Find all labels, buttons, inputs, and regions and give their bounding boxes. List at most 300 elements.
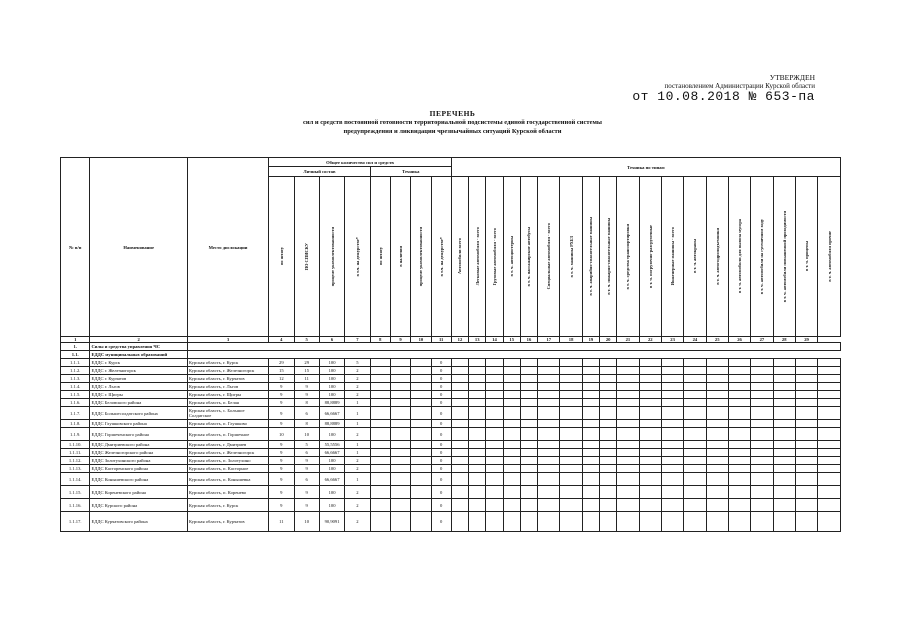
section-num: 1.1. [61,351,90,359]
empty-cell [818,399,841,407]
row-pct: 100 [319,499,344,512]
empty-cell [600,399,617,407]
empty-cell [684,465,706,473]
empty-cell [451,512,468,532]
header-personnel-col-label: в т.ч. на дежурстве* [354,236,360,277]
approval-block [632,74,815,103]
empty-cell [706,465,728,473]
row-location: Курская область, г. Льгов [187,383,268,391]
row-spisok: 29 [294,359,319,367]
row-num: 1.1.7. [61,407,90,420]
empty-cell [503,486,520,499]
empty-cell [706,457,728,465]
row-pct: 100 [319,486,344,499]
header-type-col [560,177,582,337]
row-shtat: 9 [269,465,294,473]
row-num: 1.1.13. [61,465,90,473]
row-num: 1.1.6. [61,399,90,407]
empty-cell [486,359,503,367]
empty-cell [706,428,728,441]
empty-cell [795,441,817,449]
empty-cell [582,399,599,407]
empty-cell [560,465,582,473]
row-spisok: 10 [294,428,319,441]
empty-cell [520,359,537,367]
empty-cell [520,420,537,428]
empty-cell [661,441,683,449]
empty-cell [617,499,639,512]
empty-cell [728,441,750,449]
empty-cell [728,499,750,512]
empty-cell [617,367,639,375]
section-num: 1. [61,343,90,351]
empty-cell [486,465,503,473]
row-location: Курская область, п. Касторное [187,465,268,473]
empty-cell [751,375,773,383]
row-tech-duty: 0 [431,359,451,367]
header-tech-col-label: в наличии [398,246,404,267]
empty-cell [582,473,599,486]
row-name: ЕДДС Золотухинского района [90,457,187,465]
empty-cell [617,512,639,532]
column-number: 4 [269,337,294,343]
empty-cell [411,367,431,375]
column-number: 19 [582,337,599,343]
row-spisok: 9 [294,465,319,473]
table-row [61,375,841,383]
empty-cell [639,407,661,420]
empty-cell [773,428,795,441]
empty-cell [795,407,817,420]
row-name: ЕДДС г. Курск [90,359,187,367]
empty-cell [661,428,683,441]
empty-cell [370,399,390,407]
empty-cell [469,465,486,473]
forces-table [60,157,841,532]
header-type-col-label: в т. ч. автомобили для вывоза мусора [737,219,743,294]
row-duty: 1 [345,449,370,457]
row-num: 1.1.8. [61,420,90,428]
empty-cell [639,512,661,532]
column-number: 20 [600,337,617,343]
empty-cell [600,359,617,367]
empty-cell [795,359,817,367]
empty-cell [639,428,661,441]
empty-cell [773,383,795,391]
empty-cell [469,359,486,367]
empty-cell [684,359,706,367]
header-tech-by-type: Техника по типам [451,158,840,177]
empty-cell [582,375,599,383]
empty-cell [818,359,841,367]
empty-cell [751,383,773,391]
empty-cell [486,457,503,465]
header-type-col [469,177,486,337]
row-duty: 2 [345,486,370,499]
empty-cell [538,512,560,532]
row-num: 1.1.16. [61,499,90,512]
empty-cell [390,375,410,383]
empty-cell [751,399,773,407]
table-row [61,428,841,441]
column-number: 26 [728,337,750,343]
empty-cell [370,499,390,512]
row-pct: 66,6667 [319,473,344,486]
empty-cell [503,428,520,441]
empty-cell [617,449,639,457]
empty-cell [617,457,639,465]
table-row [61,391,841,399]
empty-cell [639,367,661,375]
row-shtat: 9 [269,499,294,512]
empty-cell [503,441,520,449]
row-shtat: 9 [269,441,294,449]
empty-cell [661,375,683,383]
row-location: Курская область, г. Железногорск [187,449,268,457]
empty-cell [503,473,520,486]
header-type-col [617,177,639,337]
header-tech-col-label: процент укомплектованности [418,226,424,287]
empty-cell [411,428,431,441]
empty-cell [538,359,560,367]
empty-cell [751,457,773,465]
empty-cell [451,399,468,407]
empty-cell [451,486,468,499]
empty-cell [773,420,795,428]
empty-cell [503,359,520,367]
header-type-col-label: в т. ч. прицепы [804,241,810,272]
row-tech-duty: 0 [431,420,451,428]
header-personnel-col [319,177,344,337]
row-shtat: 9 [269,407,294,420]
table-row [61,512,841,532]
row-shtat: 9 [269,486,294,499]
empty-cell [617,383,639,391]
header-personnel-col-label: ПО СПИСКУ [304,242,310,271]
row-tech-duty: 0 [431,407,451,420]
empty-cell [751,407,773,420]
empty-cell [617,359,639,367]
empty-cell [411,473,431,486]
column-number: 7 [345,337,370,343]
empty-cell [520,383,537,391]
header-type-col-label: в т. ч. аварийно-спасательные машины [588,217,594,296]
row-location: Курская область, г. Курск [187,359,268,367]
row-location: Курская область, г. Курчатов [187,512,268,532]
header-type-col-label: в т. ч. пожарно-спасательные машины [605,218,611,295]
empty-cell [503,399,520,407]
column-number: 3 [187,337,268,343]
empty-cell [818,375,841,383]
empty-cell [751,465,773,473]
empty-cell [617,486,639,499]
row-pct: 66,6667 [319,449,344,457]
empty-cell [661,399,683,407]
empty-cell [795,399,817,407]
empty-cell [451,449,468,457]
empty-cell [469,420,486,428]
empty-cell [451,375,468,383]
empty-cell [560,499,582,512]
empty-cell [818,391,841,399]
row-spisok: 10 [294,512,319,532]
empty-cell [390,391,410,399]
empty-cell [639,359,661,367]
empty-cell [411,407,431,420]
header-personnel-col [294,177,319,337]
row-duty: 1 [345,407,370,420]
empty-cell [469,441,486,449]
empty-cell [469,407,486,420]
empty-cell [538,407,560,420]
row-spisok: 6 [294,473,319,486]
empty-cell [751,367,773,375]
empty-cell [411,465,431,473]
empty-cell [639,399,661,407]
header-tech-col [370,177,390,337]
row-spisok: 8 [294,399,319,407]
row-location: Курская область, г. Курчатов [187,375,268,383]
empty-cell [582,465,599,473]
empty-cell [390,399,410,407]
approval-line-1: УТВЕРЖДЕН [769,73,815,82]
row-name: ЕДДС Курчатовского района [90,512,187,532]
empty-cell [520,407,537,420]
empty-cell [706,367,728,375]
empty-cell [411,512,431,532]
empty-cell [469,391,486,399]
row-spisok: 15 [294,367,319,375]
empty-cell [582,367,599,375]
header-type-col-label: Автомобили всего [457,238,463,275]
empty-cell [582,457,599,465]
empty-cell [486,473,503,486]
empty-cell [639,465,661,473]
empty-cell [582,486,599,499]
empty-cell [818,457,841,465]
row-num: 1.1.17. [61,512,90,532]
row-tech-duty: 0 [431,499,451,512]
row-num: 1.1.15. [61,486,90,499]
empty-cell [706,486,728,499]
column-number: 9 [390,337,410,343]
empty-cell [617,441,639,449]
empty-cell [661,383,683,391]
row-location: Курская область, г. Курск [187,499,268,512]
header-personnel-col [345,177,370,337]
empty-cell [751,428,773,441]
empty-cell [390,449,410,457]
empty-cell [773,407,795,420]
empty-cell [818,473,841,486]
empty-cell [600,367,617,375]
row-spisok: 8 [294,420,319,428]
empty-cell [795,457,817,465]
table-row [61,499,841,512]
empty-cell [582,449,599,457]
row-name: ЕДДС Большесолдатского района [90,407,187,420]
empty-cell [706,383,728,391]
row-num: 1.1.9. [61,428,90,441]
empty-cell [795,465,817,473]
header-type-col [706,177,728,337]
row-tech-duty: 0 [431,428,451,441]
empty-cell [370,465,390,473]
empty-cell [486,367,503,375]
empty-cell [370,473,390,486]
empty-cell [795,449,817,457]
empty-cell [520,457,537,465]
empty-cell [661,486,683,499]
header-type-col [795,177,817,337]
empty-cell [728,465,750,473]
empty-cell [639,391,661,399]
empty-cell [818,465,841,473]
row-tech-duty: 0 [431,375,451,383]
row-duty: 2 [345,499,370,512]
empty-cell [706,359,728,367]
empty-cell [451,457,468,465]
header-tech-col [411,177,431,337]
empty-cell [451,428,468,441]
empty-cell [411,499,431,512]
empty-cell [560,449,582,457]
header-type-col [773,177,795,337]
empty-cell [751,449,773,457]
row-location: Курская область, п. Золотухино [187,457,268,465]
empty-cell [486,449,503,457]
header-type-col [520,177,537,337]
table-row [61,457,841,465]
empty-cell [751,512,773,532]
empty-cell [451,359,468,367]
empty-cell [560,359,582,367]
empty-cell [661,391,683,399]
header-total-group: Общее количество сил и средств [269,158,452,167]
title-line-2: сил и средств постоянной готовности территориальной подсистемы единой государственной системы [303,119,602,126]
section-name: Силы и средства управления ЧС [90,343,187,351]
empty-cell [661,499,683,512]
empty-cell [639,420,661,428]
empty-cell [639,499,661,512]
empty-cell [818,428,841,441]
header-location: Место дислокации [187,158,268,337]
row-duty: 1 [345,399,370,407]
empty-cell [706,375,728,383]
empty-cell [451,473,468,486]
section-row [61,351,841,359]
column-number: 6 [319,337,344,343]
header-name: Наименование [90,158,187,337]
empty-cell [520,391,537,399]
empty-cell [600,473,617,486]
empty-cell [661,420,683,428]
column-number: 29 [795,337,817,343]
row-location: Курская область, г. Щигры [187,391,268,399]
empty-cell [818,420,841,428]
empty-cell [706,441,728,449]
empty-cell [503,391,520,399]
empty-cell [469,449,486,457]
empty-cell [560,407,582,420]
empty-cell [469,499,486,512]
empty-cell [486,399,503,407]
empty-cell [370,375,390,383]
empty-cell [538,391,560,399]
empty-cell [503,375,520,383]
empty-cell [538,367,560,375]
row-name: ЕДДС Беловского района [90,399,187,407]
empty-cell [370,359,390,367]
row-location: Курская область, с. Большое Солдатское [187,407,268,420]
empty-cell [503,407,520,420]
empty-cell [751,420,773,428]
header-type-col-label: в т. ч. машины РХБЗ [568,235,574,278]
empty-cell [728,391,750,399]
empty-cell [520,486,537,499]
row-tech-duty: 0 [431,465,451,473]
row-tech-duty: 0 [431,367,451,375]
row-tech-duty: 0 [431,449,451,457]
row-duty: 2 [345,465,370,473]
empty-cell [451,391,468,399]
row-pct: 88,8889 [319,420,344,428]
empty-cell [617,375,639,383]
header-tech-col [431,177,451,337]
empty-cell [411,420,431,428]
empty-cell [503,457,520,465]
empty-cell [600,428,617,441]
column-number: 5 [294,337,319,343]
empty-cell [390,359,410,367]
row-spisok: 11 [294,375,319,383]
header-type-col [538,177,560,337]
empty-cell [411,391,431,399]
row-tech-duty: 0 [431,457,451,465]
empty-cell [451,465,468,473]
empty-cell [503,420,520,428]
empty-cell [684,399,706,407]
empty-cell [582,499,599,512]
header-tech-col-label: в т.ч. на дежурстве* [438,236,444,277]
row-location: Курская область, п. Глушково [187,420,268,428]
empty-cell [486,375,503,383]
row-location: Курская область, п. Коренево [187,486,268,499]
row-name: ЕДДС Дмитриевского района [90,441,187,449]
empty-cell [560,473,582,486]
empty-cell [370,512,390,532]
empty-cell [639,375,661,383]
empty-cell [411,486,431,499]
row-num: 1.1.11. [61,449,90,457]
empty-cell [390,457,410,465]
column-number: 1 [61,337,90,343]
empty-cell [795,428,817,441]
header-type-col-label: в т. ч. автомобили прочие [826,231,832,282]
row-num: 1.1.14. [61,473,90,486]
header-type-col-label: в т. ч. автоцистерны [509,236,515,277]
empty-cell [773,375,795,383]
column-number: 12 [451,337,468,343]
empty-cell [451,499,468,512]
row-tech-duty: 0 [431,391,451,399]
row-location: Курская область, п. Горшечное [187,428,268,441]
header-type-col [486,177,503,337]
row-location: Курская область, п. Белая [187,399,268,407]
header-type-col [818,177,841,337]
empty-cell [661,367,683,375]
empty-cell [773,367,795,375]
